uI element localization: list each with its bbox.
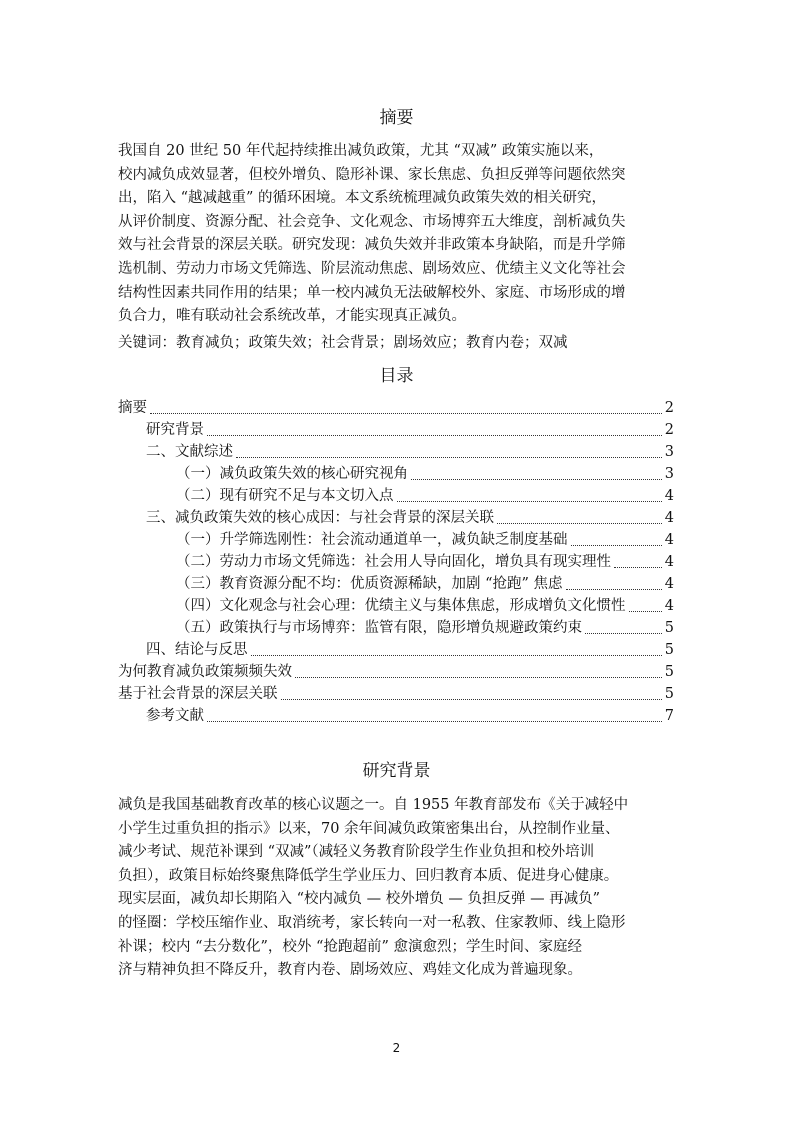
toc-entry[interactable] xyxy=(146,507,674,529)
abstract-line: 校内减负成效显著，但校外增负、隐形补课、家长焦虑、负担反弹等问题依然突 xyxy=(118,166,626,183)
toc-leader xyxy=(207,721,662,722)
toc-entry-page: 4 xyxy=(664,488,674,504)
toc-entry-text: （一）减负政策失效的核心研究视角 xyxy=(176,466,408,482)
toc-entry[interactable] xyxy=(176,551,674,573)
toc-entry-page: 4 xyxy=(664,576,674,592)
toc-entry[interactable] xyxy=(176,617,674,639)
toc-leader xyxy=(497,523,662,524)
toc-entry-page: 4 xyxy=(664,598,674,614)
toc-entry-text: 摘要 xyxy=(118,400,147,416)
toc-entry[interactable] xyxy=(146,441,674,463)
abstract-line: 效与社会背景的深层关联。研究发现：减负失效并非政策本身缺陷，而是升学筛 xyxy=(118,237,626,254)
abstract-line: 选机制、劳动力市场文凭筛选、阶层流动焦虑、剧场效应、优绩主义文化等社会 xyxy=(118,260,626,277)
toc-leader xyxy=(397,501,662,502)
toc-entry-text: （五）政策执行与市场博弈：监管有限，隐形增负规避政策约束 xyxy=(176,620,582,636)
toc-entry-page: 7 xyxy=(664,708,674,724)
background-title: 研究背景 xyxy=(362,761,431,781)
toc-entry-text: 研究背景 xyxy=(146,422,204,438)
toc-entry-text: （四）文化观念与社会心理：优绩主义与集体焦虑，形成增负文化惯性 xyxy=(176,598,626,614)
toc-entry-text: 参考文献 xyxy=(146,708,204,724)
toc-entry-page: 5 xyxy=(664,642,674,658)
toc-entry[interactable] xyxy=(118,397,674,419)
toc-leader xyxy=(411,479,662,480)
page-number: 2 xyxy=(392,1041,401,1055)
abstract-body xyxy=(118,140,674,329)
toc-entry-text: 三、减负政策失效的核心成因：与社会背景的深层关联 xyxy=(146,510,494,526)
toc-entry-page: 4 xyxy=(664,554,674,570)
toc-entry-text: （一）升学筛选刚性：社会流动通道单一，减负缺乏制度基础 xyxy=(176,532,568,548)
background-line: 负担），政策目标始终聚焦降低学生学业压力、回归教育本质、促进身心健康。 xyxy=(118,867,619,884)
abstract-title: 摘要 xyxy=(379,108,414,128)
toc-title: 目录 xyxy=(379,366,414,386)
toc-leader xyxy=(150,413,662,414)
toc-entry[interactable] xyxy=(146,639,674,661)
toc-entry-page: 4 xyxy=(664,510,674,526)
toc-entry-text: （二）现有研究不足与本文切入点 xyxy=(176,488,394,504)
toc-entry[interactable] xyxy=(176,595,674,617)
toc-entry-page: 5 xyxy=(664,620,674,636)
toc-entry[interactable] xyxy=(176,463,674,485)
toc-entry[interactable] xyxy=(146,705,674,727)
toc-entry-page: 5 xyxy=(664,686,674,702)
toc-leader xyxy=(585,633,662,634)
abstract-line: 从评价制度、资源分配、社会竞争、文化观念、市场博弈五大维度，剖析减负失 xyxy=(118,213,626,230)
toc-entry-page: 2 xyxy=(664,400,674,416)
toc-entry-page: 2 xyxy=(664,422,674,438)
background-line: 补课；校内 “去分数化”，校外 “抢跑超前” 愈演愈烈；学生时间、家庭经 xyxy=(118,938,582,955)
toc-entry-page: 3 xyxy=(664,444,674,460)
keywords: 关键词：教育减负；政策失效；社会背景；剧场效应；教育内卷；双减 xyxy=(118,335,568,351)
abstract-line: 出，陷入 “越减越重” 的循环困境。本文系统梳理减负政策失效的相关研究， xyxy=(118,190,607,207)
toc-entry-text: （三）教育资源分配不均：优质资源稀缺，加剧 “抢跑” 焦虑 xyxy=(176,576,563,592)
toc-entry[interactable] xyxy=(176,529,674,551)
toc-leader xyxy=(566,589,662,590)
background-line: 济与精神负担不降反升，教育内卷、剧场效应、鸡娃文化成为普遍现象。 xyxy=(118,962,582,979)
toc-entry-page: 3 xyxy=(664,466,674,482)
background-line: 小学生过重负担的指示》以来，70 余年间减负政策密集出台，从控制作业量、 xyxy=(118,820,620,837)
background-body xyxy=(118,794,674,983)
toc-entry[interactable] xyxy=(146,419,674,441)
toc-entry-text: （二）劳动力市场文凭筛选：社会用人导向固化，增负具有现实理性 xyxy=(176,554,611,570)
toc-entry[interactable] xyxy=(118,683,674,705)
toc-leader xyxy=(236,457,662,458)
toc-entry-text: 为何教育减负政策频频失效 xyxy=(118,664,292,680)
toc-entry-text: 二、文献综述 xyxy=(146,444,233,460)
toc-entry-page: 5 xyxy=(664,664,674,680)
abstract-line: 我国自 20 世纪 50 年代起持续推出减负政策，尤其 “双减” 政策实施以来， xyxy=(118,143,604,159)
toc-entry[interactable] xyxy=(176,573,674,595)
toc-entry-page: 4 xyxy=(664,532,674,548)
toc-entry-text: 四、结论与反思 xyxy=(146,642,248,658)
toc-leader xyxy=(629,611,662,612)
toc-entry-text: 基于社会背景的深层关联 xyxy=(118,686,278,702)
abstract-line: 结构性因素共同作用的结果；单一校内减负无法破解校外、家庭、市场形成的增 xyxy=(118,284,626,301)
background-line: 减负是我国基础教育改革的核心议题之一。自 1955 年教育部发布《关于减轻中 xyxy=(118,797,629,813)
toc-leader xyxy=(207,435,662,436)
toc-leader xyxy=(251,655,662,656)
toc-leader xyxy=(614,567,662,568)
background-line: 的怪圈：学校压缩作业、取消统考，家长转向一对一私教、住家教师、线上隐形 xyxy=(118,914,626,931)
abstract-line: 负合力，唯有联动社会系统改革，才能实现真正减负。 xyxy=(118,308,466,325)
toc-leader xyxy=(295,677,662,678)
toc-entry[interactable] xyxy=(176,485,674,507)
toc-entry[interactable] xyxy=(118,661,674,683)
background-line: 现实层面，减负却长期陷入 “校内减负 — 校外增负 — 负担反弹 — 再减负” xyxy=(118,891,601,908)
background-line: 减少考试、规范补课到 “双减”（减轻义务教育阶段学生作业负担和校外培训 xyxy=(118,844,595,861)
toc-leader xyxy=(281,699,662,700)
toc-leader xyxy=(571,545,662,546)
